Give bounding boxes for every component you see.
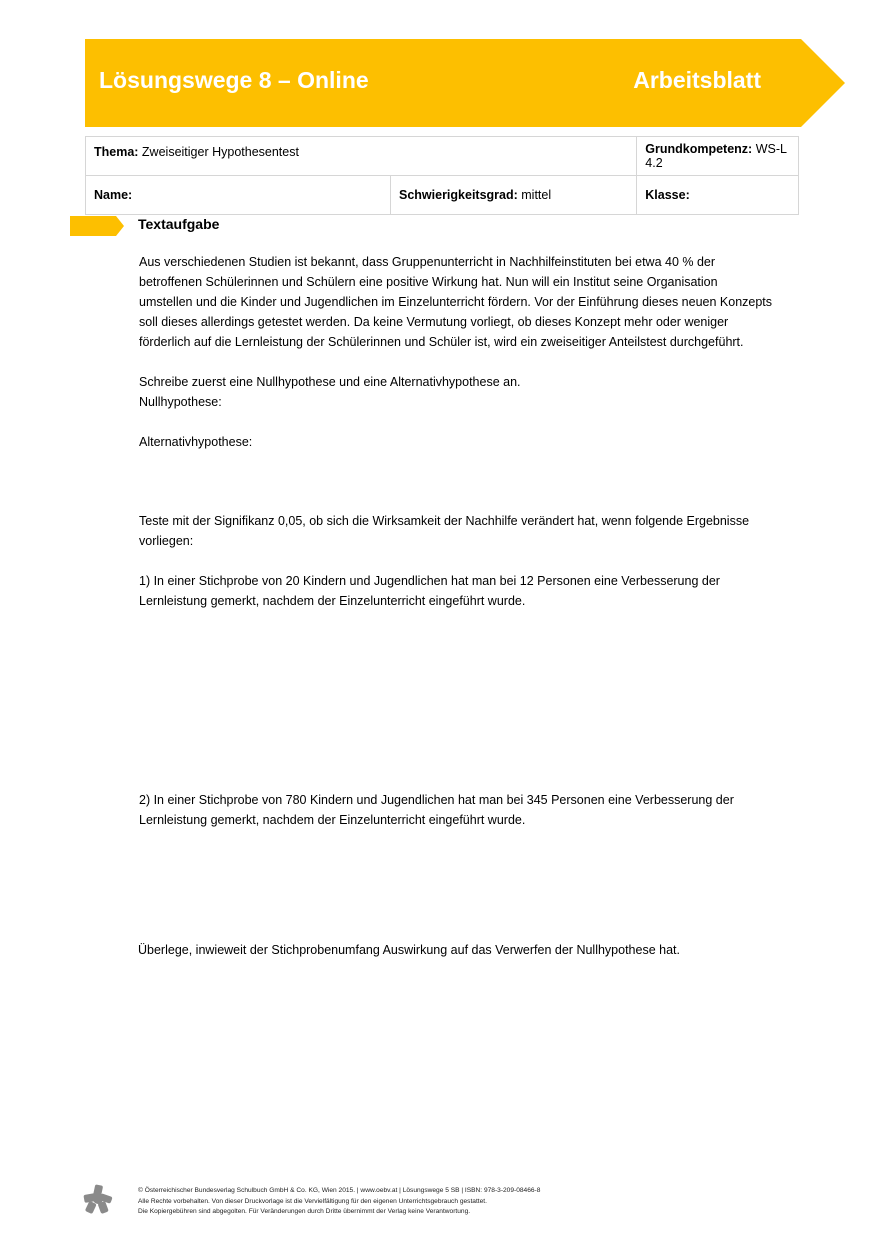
kompetenz-label: Grundkompetenz:: [645, 142, 753, 156]
task-1-line: 1) In einer Stichprobe von 20 Kindern und Jugendlichen hat man bei 12 Personen eine Verbesserung der: [139, 574, 720, 588]
schwierigkeit-label: Schwierigkeitsgrad:: [399, 188, 518, 202]
thema-label: Thema:: [94, 145, 139, 159]
task-1-line: Lernleistung gemerkt, nachdem der Einzelunterricht eingeführt wurde.: [139, 594, 526, 608]
test-paragraph: [139, 511, 804, 551]
name-label: Name:: [94, 188, 133, 202]
intro-line: umstellen und die Kinder und Jugendlichen im Einzelunterricht fördern. Vor der Einführung dieses neuen Konzepts: [139, 295, 773, 309]
test-line: Teste mit der Signifikanz 0,05, ob sich die Wirksamkeit der Nachhilfe verändert hat, wenn folgende Ergebnisse: [139, 514, 750, 528]
meta-table: [85, 136, 799, 215]
thema-cell: [86, 137, 637, 176]
kompetenz-value: WS-L 4.2: [645, 142, 787, 170]
intro-line: betroffenen Schülerinnen und Schülern eine positive Wirkung hat. Nun will ein Institut seine Organisation: [139, 275, 718, 289]
hypothesis-block: [139, 372, 804, 412]
intro-line: Aus verschiedenen Studien ist bekannt, dass Gruppenunterricht in Nachhilfeinstituten bei etwa 40 % der: [139, 255, 716, 269]
header-banner: [85, 39, 845, 127]
test-line: vorliegen:: [139, 534, 194, 548]
intro-line: förderlich auf die Lernleistung der Schülerinnen und Schüler ist, wird ein zweiseitiger Anteilstest durchgeführt.: [139, 335, 744, 349]
null-hypothesis-label: Nullhypothese:: [139, 395, 222, 409]
thema-value: Zweiseitiger Hypothesentest: [138, 145, 299, 159]
intro-line: soll dieses allerdings getestet werden. Da keine Vermutung vorliegt, ob dieses Konzept mehr oder weniger: [139, 315, 729, 329]
name-cell: [86, 176, 391, 215]
footer-line: © Österreichischer Bundesverlag Schulbuch GmbH & Co. KG, Wien 2015. | www.oebv.at | Lösungswege 5 SB | ISBN: 978-3-209-08466-8: [138, 1187, 541, 1194]
final-question: Überlege, inwieweit der Stichprobenumfang Auswirkung auf das Verwerfen der Nullhypothese hat.: [138, 943, 680, 957]
intro-paragraph: [139, 252, 804, 352]
schwierigkeit-value: mittel: [517, 188, 552, 202]
task-2-line: 2) In einer Stichprobe von 780 Kindern und Jugendlichen hat man bei 345 Personen eine Verbesserung der: [139, 793, 734, 807]
arrow-tab-icon: [70, 216, 124, 236]
kompetenz-cell: [637, 137, 799, 176]
instruction-text: Schreibe zuerst eine Nullhypothese und eine Alternativhypothese an.: [139, 375, 521, 389]
oebv-logo-icon: [83, 1184, 113, 1214]
task-2: [139, 790, 804, 830]
task-1: [139, 571, 804, 611]
schwierigkeit-cell: [391, 176, 637, 215]
footer-line: Alle Rechte vorbehalten. Von dieser Druckvorlage ist die Vervielfältigung für den eigenen Unterrichtsgebrauch gestattet.: [138, 1197, 487, 1205]
alt-hypothesis-label: Alternativhypothese:: [139, 435, 253, 449]
footer-line: Die Kopiergebühren sind abgegolten. Für Veränderungen durch Dritte übernimmt der Verlag keine Verantwortung.: [138, 1208, 471, 1215]
section-title: Textaufgabe: [138, 216, 220, 232]
task-2-line: Lernleistung gemerkt, nachdem der Einzelunterricht eingeführt wurde.: [139, 813, 526, 827]
header-kind: Arbeitsblatt: [633, 67, 761, 93]
header-title: Lösungswege 8 – Online: [99, 67, 369, 93]
footer-text: [138, 1186, 738, 1218]
klasse-label: Klasse:: [645, 188, 690, 202]
klasse-cell: [637, 176, 799, 215]
